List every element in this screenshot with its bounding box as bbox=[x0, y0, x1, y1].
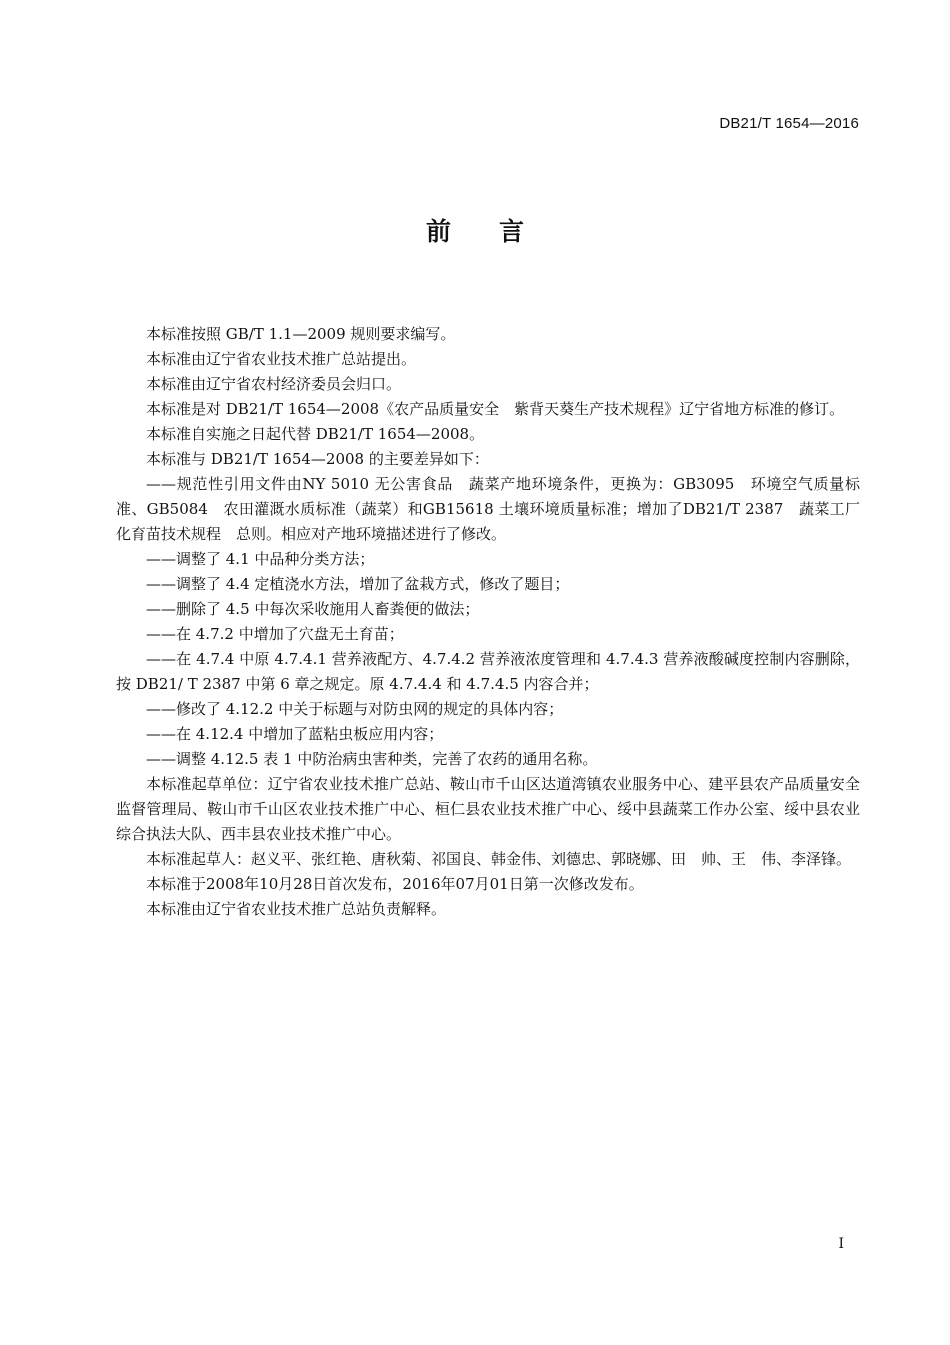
difference-item: ——调整 4.12.5 表 1 中防治病虫害种类，完善了农药的通用名称。 bbox=[146, 750, 598, 768]
difference-item: ——调整了 4.4 定植浇水方法，增加了盆栽方式，修改了题目； bbox=[146, 575, 570, 593]
paragraph-drafting-units: 本标准起草单位：辽宁省农业技术推广总站、鞍山市千山区达道湾镇农业服务中心、建平县农产品质量安全监督管理局、鞍山市千山区农业技术推广中心、桓仁县农业技术推广中心、绥中县蔬菜工作办公室、绥中县农业综合执法大队、西丰县农业技术推广中心。 bbox=[116, 775, 860, 843]
difference-item: ——修改了 4.12.2 中关于标题与对防虫网的规定的具体内容； bbox=[146, 700, 564, 718]
paragraph-differences-intro: 本标准与 DB21/T 1654—2008 的主要差异如下： bbox=[146, 450, 489, 468]
paragraph-interpretation: 本标准由辽宁省农业技术推广总站负责解释。 bbox=[146, 900, 447, 918]
paragraph-administrator: 本标准由辽宁省农村经济委员会归口。 bbox=[146, 375, 402, 393]
difference-item: ——删除了 4.5 中每次采收施用人畜粪便的做法； bbox=[146, 600, 480, 618]
document-code: DB21/T 1654—2016 bbox=[719, 115, 859, 132]
difference-item: ——在 4.12.4 中增加了蓝粘虫板应用内容； bbox=[146, 725, 444, 743]
paragraph-publication-dates: 本标准于2008年10月28日首次发布，2016年07月01日第一次修改发布。 bbox=[146, 875, 644, 893]
paragraph-drafting-rules: 本标准按照 GB/T 1.1—2009 规则要求编写。 bbox=[146, 325, 456, 343]
difference-item: ——调整了 4.1 中品种分类方法； bbox=[146, 550, 375, 568]
difference-item: ——在 4.7.4 中原 4.7.4.1 营养液配方、4.7.4.2 营养液浓度管理和 4.7.4.3 营养液酸碱度控制内容删除，按 DB21/ T 2387 中第 6 章之规定。原 4.7.4.4 和 4.7.4.5 内容合并； bbox=[116, 650, 860, 693]
paragraph-proposer: 本标准由辽宁省农业技术推广总站提出。 bbox=[146, 350, 417, 368]
page-number: I bbox=[838, 1236, 844, 1252]
paragraph-revision-of: 本标准是对 DB21/T 1654—2008《农产品质量安全 紫背天葵生产技术规程》辽宁省地方标准的修订。 bbox=[146, 400, 845, 418]
page-title: 前言 bbox=[425, 217, 572, 246]
foreword-body bbox=[116, 322, 860, 922]
difference-item: ——在 4.7.2 中增加了穴盘无土育苗； bbox=[146, 625, 404, 643]
difference-item: ——规范性引用文件由NY 5010 无公害食品 蔬菜产地环境条件，更换为：GB3095 环境空气质量标准、GB5084 农田灌溉水质标准（蔬菜）和GB15618 土壤环境质量标准；增加了DB21/T 2387 蔬菜工厂化育苗技术规程 总则。相应对产地环境描述进行了修改。 bbox=[116, 475, 860, 543]
paragraph-drafters: 本标准起草人：赵义平、张红艳、唐秋菊、祁国良、韩金伟、刘德忠、郭晓娜、田 帅、王 伟、李泽锋。 bbox=[146, 850, 852, 868]
paragraph-replaces: 本标准自实施之日起代替 DB21/T 1654—2008。 bbox=[146, 425, 485, 443]
